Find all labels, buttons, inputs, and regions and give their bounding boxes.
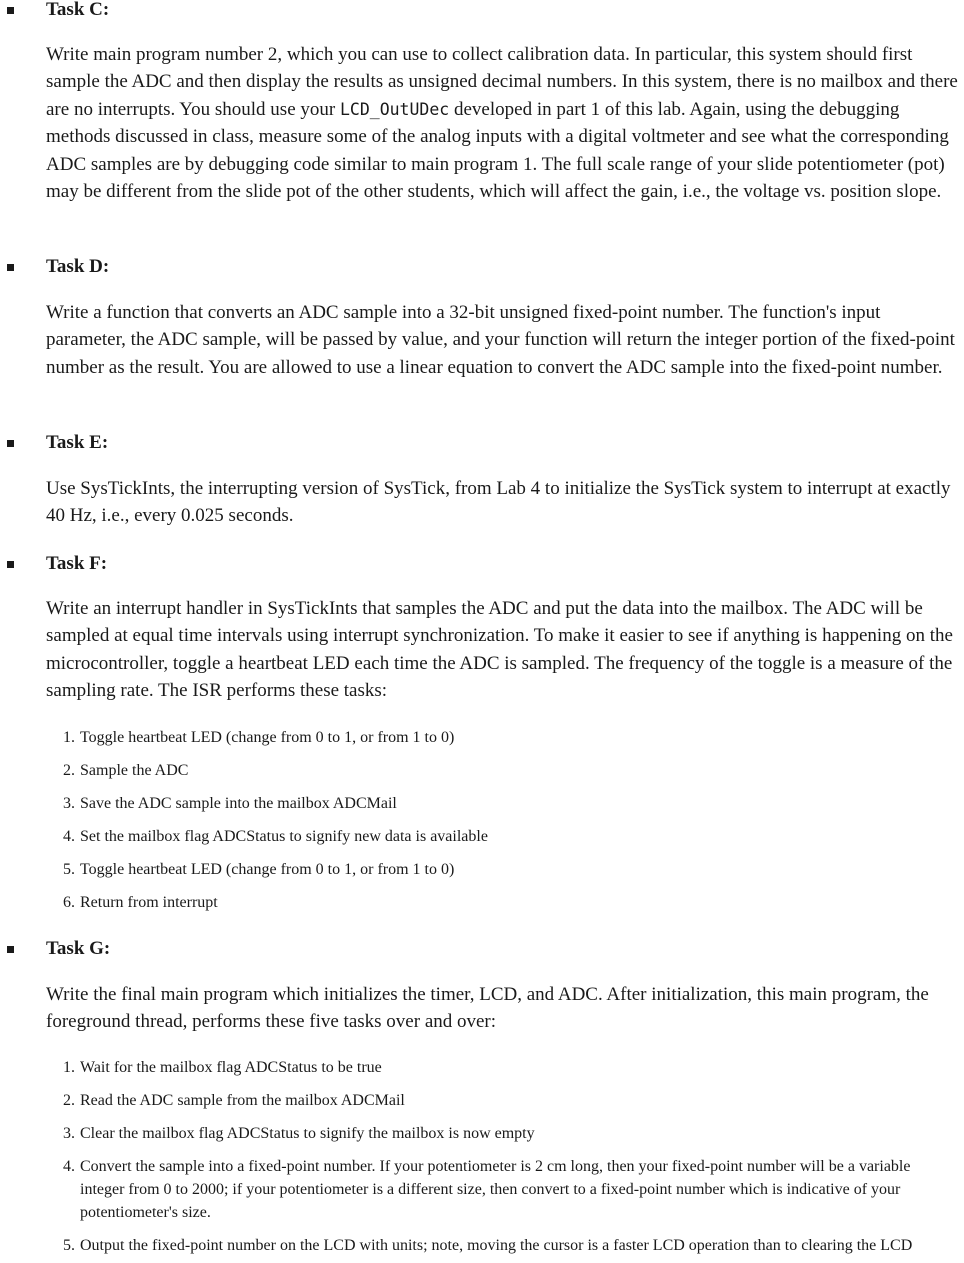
task-title: Task D: (46, 256, 110, 277)
bullet-icon (7, 264, 14, 271)
task-e (0, 432, 951, 527)
task-title: Task G: (46, 938, 111, 959)
task-title: Task E: (46, 432, 109, 453)
list-item: 2. Read the ADC sample from the mailbox ADCMail (63, 1092, 405, 1109)
task-title: Task F: (46, 553, 108, 574)
task-body: Use SysTickInts, the interrupting version of SysTick, from Lab 4 to initialize the SysTick system to interrupt at exactly 40 Hz, i.e., every 0.025 seconds. (46, 478, 951, 527)
task-c (0, 0, 958, 203)
bullet-icon (7, 946, 14, 953)
function-name-code: LCD_OutUDec (339, 99, 450, 119)
isr-steps-list (46, 726, 946, 914)
list-item: 3. Save the ADC sample into the mailbox ADCMail (63, 795, 397, 812)
list-item: 5. Toggle heartbeat LED (change from 0 to 1, or from 1 to 0) (63, 861, 455, 878)
task-body-text: developed in part 1 of this lab. Again, using the debugging methods discussed in class, measure some of the analog inputs with a digital voltmeter and see what the corresponding ADC samples are by debugging code similar to main program 1. The full scale range of your slide potentiometer (pot) may be different from the slide pot of the other students, which will affect the gain, i.e., the voltage vs. position slope. (46, 98, 949, 203)
list-item: 1. Toggle heartbeat LED (change from 0 to 1, or from 1 to 0) (63, 729, 455, 746)
list-item: 5. Output the fixed-point number on the LCD with units; note, moving the cursor is a faster LCD operation than to clearing the LCD (63, 1237, 913, 1254)
task-body: Write the final main program which initializes the timer, LCD, and ADC. After initialization, this main program, the foreground thread, performs these five tasks over and over: (46, 984, 929, 1033)
task-d (0, 256, 955, 378)
list-item: 4. Set the mailbox flag ADCStatus to signify new data is available (63, 828, 488, 845)
bullet-icon (7, 440, 14, 447)
task-body (46, 41, 958, 205)
list-item: 3. Clear the mailbox flag ADCStatus to signify the mailbox is now empty (63, 1125, 535, 1142)
task-body: Write a function that converts an ADC sample into a 32-bit unsigned fixed-point number. The function's input parameter, the ADC sample, will be passed by value, and your function will return the integer portion of the fixed-point number as the result. You are allowed to use a linear equation to convert the ADC sample into the fixed-point number. (46, 302, 955, 378)
list-item: 1. Wait for the mailbox flag ADCStatus to be true (63, 1059, 382, 1076)
list-item: 6. Return from interrupt (63, 894, 218, 911)
main-loop-steps-list (46, 1056, 946, 1257)
list-item: 2. Sample the ADC (63, 762, 189, 779)
task-body: Write an interrupt handler in SysTickInts that samples the ADC and put the data into the mailbox. The ADC will be sampled at equal time intervals using interrupt synchronization. To make it easier to see if anything is happening on the microcontroller, toggle a heartbeat LED each time the ADC is sampled. The frequency of the toggle is a measure of the sampling rate. The ISR performs these tasks: (46, 598, 953, 702)
bullet-icon (7, 561, 14, 568)
task-body-text: Write main program number 2, which you can use to collect calibration data. In particular, this system should first sample the ADC and then display the results as unsigned decimal numbers. In this system, there is no mailbox and there are no interrupts. You should use your (46, 44, 958, 120)
task-f (0, 553, 953, 702)
task-g (0, 938, 929, 1033)
task-title: Task C: (46, 0, 110, 20)
list-item: 4. Convert the sample into a fixed-point number. If your potentiometer is 2 cm long, then your fixed-point number will be a variable integer from 0 to 2000; if your potentiometer is a different size, then convert to a fixed-point number which is indicative of your potentiometer's size. (63, 1158, 911, 1221)
bullet-icon (7, 7, 14, 14)
